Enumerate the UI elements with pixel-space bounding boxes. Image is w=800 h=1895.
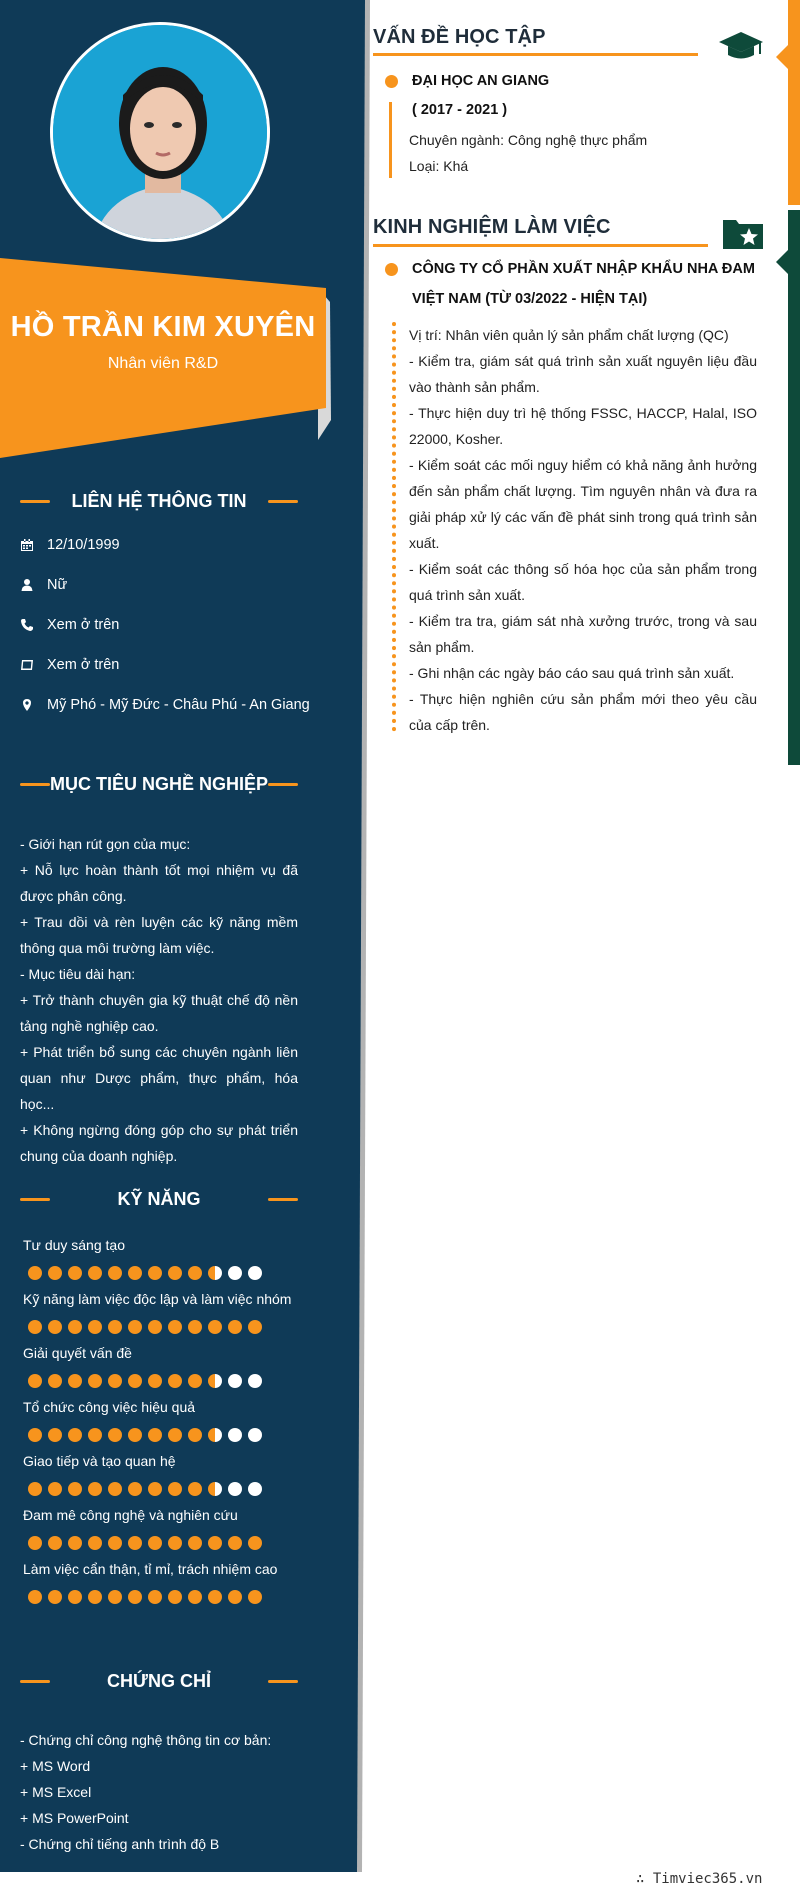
footer-brand: ∴ Timviec365.vn [636,1871,763,1887]
skill-dot [128,1536,142,1550]
skill-dot [188,1374,202,1388]
experience-details: Vị trí: Nhân viên quản lý sản phẩm chất lượng (QC) - Kiểm tra, giám sát quá trình sản xuất nguyên liệu đầu vào thành sản phẩm. - Thực hiện duy trì hệ thống FSSC, HACCP, Halal, ISO 22000, Kosher. - Kiểm soát các mối nguy hiểm có khả năng ảnh hưởng đến sản phẩm chất lượng. Tìm nguyên nhân và đưa ra giải pháp xử lý các vấn đề phát sinh trong quá trình sản xuất. - Kiểm soát các thông số hóa học của sản phẩm trong quá trình sản xuất. - Kiểm tra tra, giám sát nhà xưởng trước, trong và sau sản phẩm. - Ghi nhận các ngày báo cáo sau quá trình sản xuất. - Thực hiện nghiên cứu sản phẩm mới theo yêu cầu của cấp trên. [409,327,757,733]
skills-section-title: KỸ NĂNG [20,1184,298,1214]
skill-dot [188,1482,202,1496]
contact-gender: Nữ [20,573,310,597]
skill-dot [148,1590,162,1604]
title-dash-right [268,1198,298,1201]
skill-name: Giải quyết vấn đề [23,1345,132,1361]
skill-dot [148,1320,162,1334]
skill-dot [68,1428,82,1442]
education-period: ( 2017 - 2021 ) [412,102,508,118]
skill-dot [48,1482,62,1496]
skill-dot [248,1428,262,1442]
skill-dot [208,1374,222,1388]
skill-dot [88,1320,102,1334]
skill-dot [168,1266,182,1280]
experience-dotted-timeline [391,322,397,734]
experience-bullet [385,263,398,276]
skill-dot [188,1266,202,1280]
school-name: ĐẠI HỌC AN GIANG [412,73,550,89]
skill-dot [108,1266,122,1280]
skill-dot [108,1482,122,1496]
skill-name: Làm việc cẩn thận, tỉ mỉ, trách nhiệm cao [23,1561,278,1577]
skill-rating [28,1536,262,1550]
calendar-icon [20,538,47,552]
skill-dot [148,1536,162,1550]
skill-dot [68,1266,82,1280]
skill-dot [48,1320,62,1334]
skill-dot [248,1266,262,1280]
skill-dot [188,1536,202,1550]
company-name-line1: CÔNG TY CỔ PHẦN XUẤT NHẬP KHẨU NHA ĐAM [412,261,755,277]
candidate-role: Nhân viên R&D [107,355,219,372]
skill-dot [128,1266,142,1280]
education-major: Chuyên ngành: Công nghệ thực phẩm [409,132,648,148]
skill-name: Giao tiếp và tạo quan hệ [23,1453,176,1469]
contact-email: Xem ở trên [20,653,310,677]
skill-rating [28,1266,262,1280]
skill-dot [188,1428,202,1442]
location-icon [20,698,47,712]
skill-rating [28,1428,262,1442]
skill-dot [68,1536,82,1550]
folder-star-icon [722,216,764,250]
skill-dot [28,1428,42,1442]
skill-dot [188,1320,202,1334]
skill-dot [248,1320,262,1334]
phone-icon [20,618,47,632]
skill-name: Tổ chức công việc hiệu quả [23,1399,196,1415]
skill-name: Tư duy sáng tạo [23,1237,125,1253]
skill-dot [28,1590,42,1604]
skill-dot [68,1320,82,1334]
skill-dot [128,1428,142,1442]
objective-text: - Giới hạn rút gọn của mục: + Nỗ lực hoàn thành tốt mọi nhiệm vụ đã được phân công. + Trau dồi và rèn luyện các kỹ năng mềm thông qua môi trường làm việc. - Mục tiêu dài hạn: + Trở thành chuyên gia kỹ thuật chế độ nền tảng nghề nghiệp cao. + Phát triển bổ sung các chuyên ngành liên quan như Dược phẩm, thực phẩm, hóa học... + Không ngừng đóng góp cho sự phát triển chung của doanh nghiệp. [20,836,298,1164]
skill-dot [228,1536,242,1550]
skill-dot [88,1590,102,1604]
objective-section-title: MỤC TIÊU NGHỀ NGHIỆP [20,769,298,799]
title-dash-left [20,1198,50,1201]
skill-dot [48,1428,62,1442]
graduation-cap-icon [718,30,764,64]
skill-dot [248,1374,262,1388]
title-dash-right [268,783,298,786]
skill-dot [148,1266,162,1280]
skill-rating [28,1590,262,1604]
skill-dot [248,1590,262,1604]
skill-dot [48,1266,62,1280]
skill-dot [28,1374,42,1388]
skill-dot [248,1536,262,1550]
skill-dot [228,1428,242,1442]
skill-dot [228,1266,242,1280]
skill-dot [208,1266,222,1280]
skill-dot [128,1482,142,1496]
skill-dot [208,1590,222,1604]
company-name-line2: VIỆT NAM (TỪ 03/2022 - HIỆN TẠI) [412,291,648,307]
skill-dot [228,1320,242,1334]
title-dash-left [20,783,50,786]
contact-dob: 12/10/1999 [20,533,310,557]
skill-rating [28,1374,262,1388]
skill-dot [168,1536,182,1550]
skill-dot [168,1590,182,1604]
avatar [50,22,270,242]
contact-phone: Xem ở trên [20,613,310,637]
education-title-underline [373,53,698,56]
skill-dot [68,1590,82,1604]
skill-dot [168,1428,182,1442]
education-side-marker [770,0,800,210]
skill-dot [88,1428,102,1442]
skill-dot [128,1374,142,1388]
contact-section-title: LIÊN HỆ THÔNG TIN [20,486,298,516]
skill-dot [48,1536,62,1550]
skill-rating [28,1320,262,1334]
education-section-title: VẤN ĐỀ HỌC TẬP [373,26,546,48]
skill-dot [88,1536,102,1550]
experience-side-marker [770,205,800,765]
skill-dot [28,1320,42,1334]
skill-dot [168,1374,182,1388]
skill-dot [108,1536,122,1550]
experience-title-underline [373,244,708,247]
certificates-section-title: CHỨNG CHỈ [20,1666,298,1696]
skill-dot [228,1482,242,1496]
skill-dot [88,1482,102,1496]
skill-dot [188,1590,202,1604]
skill-dot [228,1590,242,1604]
skill-dot [148,1482,162,1496]
skill-dot [148,1428,162,1442]
skill-dot [108,1320,122,1334]
skill-dot [108,1428,122,1442]
candidate-name: HỒ TRẦN KIM XUYÊN [10,311,316,343]
skill-dot [108,1374,122,1388]
certificates-text: - Chứng chỉ công nghệ thông tin cơ bản: + MS Word + MS Excel + MS PowerPoint - Chứng chỉ tiếng anh trình độ B [20,1732,272,1852]
skill-dot [148,1374,162,1388]
skill-dot [28,1266,42,1280]
title-dash-left [20,500,50,503]
skill-dot [228,1374,242,1388]
skill-dot [88,1266,102,1280]
skill-dot [168,1320,182,1334]
skill-dot [208,1320,222,1334]
skill-dot [48,1590,62,1604]
education-bullet [385,75,398,88]
skill-dot [208,1428,222,1442]
skill-dot [28,1482,42,1496]
user-icon [20,578,47,592]
skill-rating [28,1482,262,1496]
experience-section-title: KINH NGHIỆM LÀM VIỆC [373,216,611,238]
skill-dot [248,1482,262,1496]
skill-dot [88,1374,102,1388]
education-timeline-bar [389,102,392,178]
title-dash-left [20,1680,50,1683]
skill-dot [108,1590,122,1604]
contact-address: Mỹ Phó - Mỹ Đức - Châu Phú - An Giang [20,693,310,717]
skill-dot [168,1482,182,1496]
skill-dot [208,1536,222,1550]
title-dash-right [268,500,298,503]
skill-dot [68,1374,82,1388]
skill-dot [128,1590,142,1604]
skill-name: Kỹ năng làm việc độc lập và làm việc nhóm [23,1291,292,1307]
skill-dot [68,1482,82,1496]
title-dash-right [268,1680,298,1683]
skill-dot [128,1320,142,1334]
email-icon [20,658,47,672]
skill-name: Đam mê công nghệ và nghiên cứu [23,1507,238,1523]
education-grade: Loại: Khá [409,158,469,174]
skill-dot [208,1482,222,1496]
skill-dot [28,1536,42,1550]
skill-dot [48,1374,62,1388]
